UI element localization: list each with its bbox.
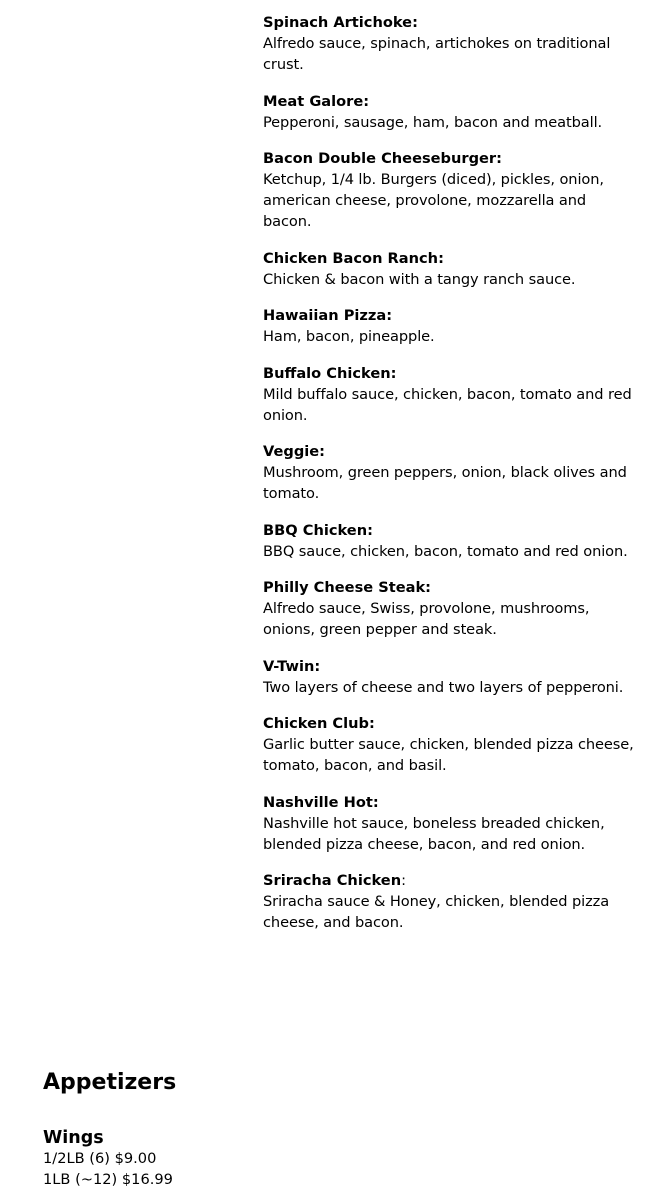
- menu-item-hawaiian-pizza: [263, 305, 635, 347]
- menu-item-name: BBQ Chicken:: [263, 520, 635, 541]
- menu-item-v-twin: [263, 656, 635, 698]
- menu-item-description: Alfredo sauce, spinach, artichokes on traditional crust.: [263, 33, 635, 75]
- menu-item-description: Alfredo sauce, Swiss, provolone, mushrooms, onions, green pepper and steak.: [263, 598, 635, 640]
- price-line: 1LB (~12) $16.99: [43, 1170, 343, 1190]
- menu-item-nashville-hot: [263, 792, 635, 855]
- menu-item-name: Bacon Double Cheeseburger:: [263, 148, 635, 169]
- appetizer-name: Wings: [43, 1127, 343, 1149]
- menu-item-bbq-chicken: [263, 520, 635, 562]
- menu-item-spinach-artichoke: [263, 12, 635, 75]
- pizza-menu-list: [263, 12, 635, 949]
- menu-item-description: BBQ sauce, chicken, bacon, tomato and red onion.: [263, 541, 635, 562]
- appetizer-item-wings: [43, 1127, 343, 1190]
- menu-item-sriracha-chicken: [263, 870, 635, 933]
- menu-item-name: [263, 870, 635, 891]
- menu-item-name-suffix: :: [401, 872, 406, 889]
- appetizers-heading: Appetizers: [43, 1068, 176, 1098]
- menu-item-name: Chicken Club:: [263, 713, 635, 734]
- menu-item-description: Ham, bacon, pineapple.: [263, 326, 635, 347]
- menu-item-name: V-Twin:: [263, 656, 635, 677]
- menu-item-buffalo-chicken: [263, 363, 635, 426]
- menu-item-philly-cheese-steak: [263, 577, 635, 640]
- menu-item-description: Pepperoni, sausage, ham, bacon and meatball.: [263, 112, 635, 133]
- price-line: 1/2LB (6) $9.00: [43, 1149, 343, 1170]
- menu-item-name: Veggie:: [263, 441, 635, 462]
- menu-item-name: Philly Cheese Steak:: [263, 577, 635, 598]
- menu-item-description: Ketchup, 1/4 lb. Burgers (diced), pickles, onion, american cheese, provolone, mozzarella and bacon.: [263, 169, 635, 232]
- menu-item-chicken-club: [263, 713, 635, 776]
- menu-item-name: Buffalo Chicken:: [263, 363, 635, 384]
- menu-item-meat-galore: [263, 91, 635, 133]
- menu-item-description: Mushroom, green peppers, onion, black olives and tomato.: [263, 462, 635, 504]
- menu-item-name: Hawaiian Pizza:: [263, 305, 635, 326]
- menu-item-description: Nashville hot sauce, boneless breaded chicken, blended pizza cheese, bacon, and red onion.: [263, 813, 635, 855]
- menu-item-description: Sriracha sauce & Honey, chicken, blended pizza cheese, and bacon.: [263, 891, 635, 933]
- menu-item-name: Spinach Artichoke:: [263, 12, 635, 33]
- menu-item-name-text: Sriracha Chicken: [263, 872, 401, 889]
- menu-item-name: Chicken Bacon Ranch:: [263, 248, 635, 269]
- menu-item-description: Mild buffalo sauce, chicken, bacon, tomato and red onion.: [263, 384, 635, 426]
- menu-item-bacon-double-cheeseburger: [263, 148, 635, 232]
- menu-item-description: Garlic butter sauce, chicken, blended pizza cheese, tomato, bacon, and basil.: [263, 734, 635, 776]
- menu-item-description: Chicken & bacon with a tangy ranch sauce.: [263, 269, 635, 290]
- menu-item-chicken-bacon-ranch: [263, 248, 635, 290]
- menu-item-name: Meat Galore:: [263, 91, 635, 112]
- menu-item-veggie: [263, 441, 635, 504]
- menu-item-description: Two layers of cheese and two layers of pepperoni.: [263, 677, 635, 698]
- menu-item-name: Nashville Hot:: [263, 792, 635, 813]
